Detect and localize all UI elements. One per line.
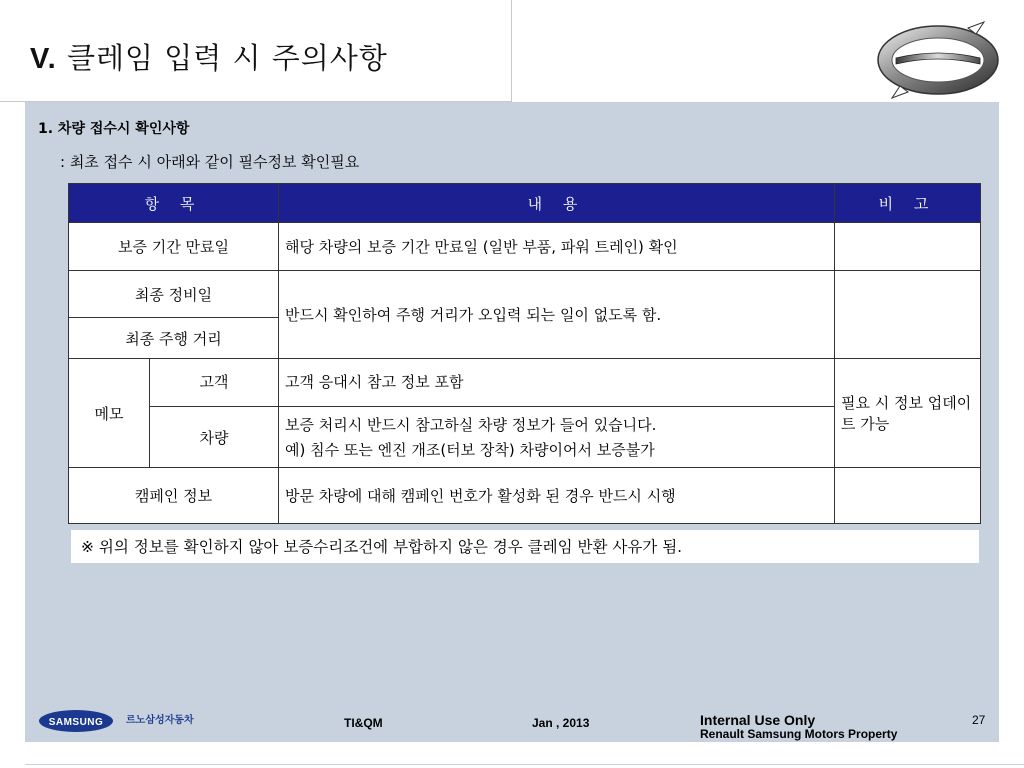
table-header-row	[69, 184, 981, 223]
table-row	[69, 271, 981, 318]
footer-property-label: Renault Samsung Motors Property	[700, 727, 898, 741]
sub-item-cell: 차량	[150, 407, 279, 468]
remark-cell	[835, 468, 981, 524]
company-name-kr: 르노삼성자동차	[126, 715, 194, 726]
table-row	[69, 223, 981, 271]
renault-samsung-logo-icon	[872, 18, 1004, 100]
title-box	[0, 0, 512, 102]
item-cell: 보증 기간 만료일	[69, 223, 279, 271]
page-title: V. 클레임 입력 시 주의사항	[30, 41, 388, 75]
content-line: 보증 처리시 반드시 참고하실 차량 정보가 들어 있습니다.	[285, 416, 657, 434]
section-title: 1. 차량 접수시 확인사항	[38, 121, 190, 137]
item-cell: 최종 정비일	[69, 271, 279, 318]
warning-note: ※ 위의 정보를 확인하지 않아 보증수리조건에 부합하지 않은 경우 클레임 반환 사유가 됨.	[71, 530, 979, 563]
page-number: 27	[972, 713, 986, 727]
divider	[25, 764, 1024, 765]
item-cell: 최종 주행 거리	[69, 318, 279, 359]
samsung-logo-icon	[38, 708, 114, 734]
remark-cell	[835, 223, 981, 271]
table-row	[69, 359, 981, 407]
remark-cell: 필요 시 정보 업데이트 가능	[835, 359, 981, 468]
sub-item-cell: 고객	[150, 359, 279, 407]
footer-date: Jan , 2013	[532, 716, 590, 730]
item-cell: 캠페인 정보	[69, 468, 279, 524]
check-items-table	[68, 183, 981, 524]
footer-internal-label: Internal Use Only	[700, 712, 816, 728]
content-cell	[279, 407, 835, 468]
header-item: 항 목	[69, 184, 279, 223]
remark-cell	[835, 271, 981, 359]
header-remark: 비 고	[835, 184, 981, 223]
samsung-logo-text: SAMSUNG	[48, 717, 104, 728]
content-cell: 방문 차량에 대해 캠페인 번호가 활성화 된 경우 반드시 시행	[279, 468, 835, 524]
footer-dept: TI&QM	[344, 716, 383, 730]
table-row	[69, 468, 981, 524]
content-line: 예) 침수 또는 엔진 개조(터보 장착) 차량이어서 보증불가	[285, 441, 655, 459]
content-cell: 반드시 확인하여 주행 거리가 오입력 되는 일이 없도록 함.	[279, 271, 835, 359]
content-cell: 고객 응대시 참고 정보 포함	[279, 359, 835, 407]
section-subtitle: : 최초 접수 시 아래와 같이 필수정보 확인필요	[60, 153, 360, 171]
header-content: 내 용	[279, 184, 835, 223]
content-cell: 해당 차량의 보증 기간 만료일 (일반 부품, 파워 트레인) 확인	[279, 223, 835, 271]
item-cell: 메모	[69, 359, 150, 468]
